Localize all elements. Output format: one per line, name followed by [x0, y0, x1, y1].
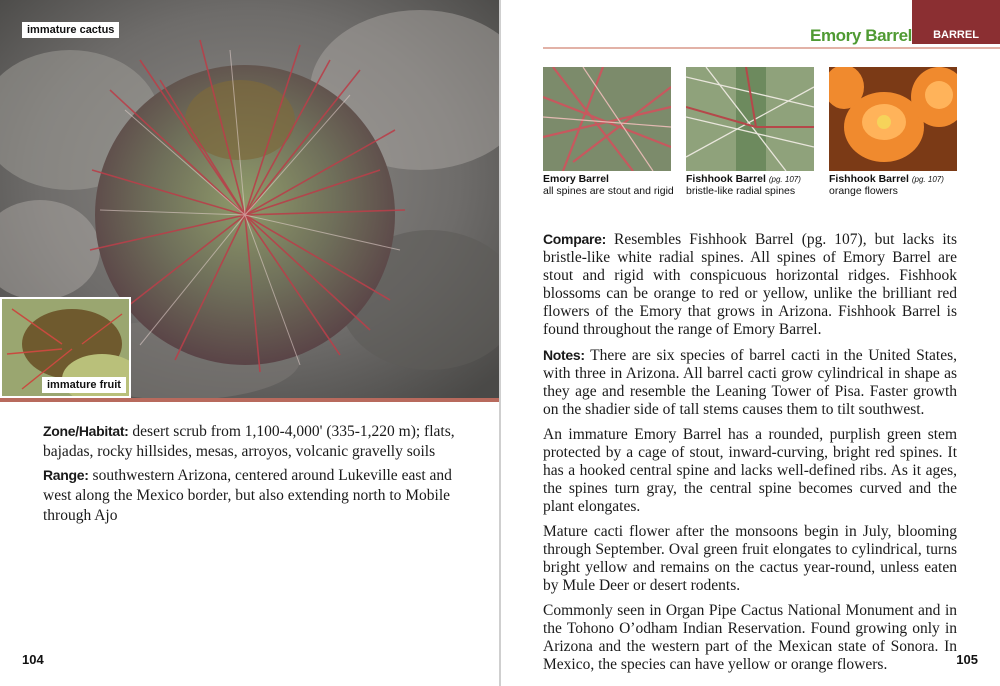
photo-label-immature-cactus: immature cactus — [22, 22, 119, 38]
left-body-text — [43, 421, 463, 529]
range-paragraph — [43, 465, 463, 526]
range-text: southwestern Arizona, centered around Lukeville east and west along the Mexico border, but also extending north to Mobile through Ajo — [43, 467, 452, 524]
caption-text: all spines are stout and rigid — [543, 184, 674, 197]
compare-text: Resembles Fishhook Barrel (pg. 107), but lacks its bristle-like white radial spines. All spines of Emory Barrel are stout and rigid with conspicuous horizontal ridges. Fishhook blossoms can be orange to red or yellow, unlike the brilliant red flowers of the Emory that grows in Arizona. Fishhook Barrel is found throughout the range of Emory Barrel. — [543, 231, 957, 338]
caption-page-ref: (pg. 107) — [768, 175, 801, 184]
thumb-fishhook-barrel-flowers — [829, 67, 957, 171]
body-paragraph: Commonly seen in Organ Pipe Cactus National Monument and in the Tohono O’odham Indian Reservation. Found growing only in Arizona and the western part of the Mexican state of Sonora. In Mexico, the species can have yellow or orange flowers. — [543, 602, 957, 673]
caption-name: Fishhook Barrel — [829, 173, 909, 185]
caption-text: orange flowers — [829, 184, 898, 197]
notes-heading: Notes: — [543, 347, 585, 363]
compare-paragraph — [543, 230, 957, 339]
right-page — [501, 0, 1000, 686]
section-tab-barrel: BARREL — [912, 0, 1000, 44]
thumb-fishhook-barrel-spines — [686, 67, 814, 171]
page-number-right: 105 — [956, 652, 978, 667]
immature-cactus-photo — [0, 0, 499, 398]
thumb-emory-barrel-spines — [543, 67, 671, 171]
zone-habitat-heading: Zone/Habitat: — [43, 423, 129, 439]
left-page — [0, 0, 499, 686]
zone-habitat-paragraph — [43, 421, 463, 462]
caption-fishhook-barrel-flowers — [829, 174, 964, 197]
page-number-left: 104 — [22, 652, 44, 667]
notes-paragraph — [543, 346, 957, 419]
title-rule — [543, 47, 1000, 49]
range-heading: Range: — [43, 467, 89, 483]
left-divider-rule — [0, 398, 499, 402]
immature-fruit-inset-photo — [0, 297, 131, 398]
body-paragraph: An immature Emory Barrel has a rounded, purplish green stem protected by a cage of stout, inward-curving, bright red spines. It has a hooked central spine and lacks well-defined ribs. As it ages, the spines turn gray, the central spine becomes curved and the plant elongates. — [543, 426, 957, 515]
caption-name: Fishhook Barrel — [686, 173, 766, 185]
right-body-text — [543, 230, 957, 681]
caption-page-ref: (pg. 107) — [911, 175, 944, 184]
notes-text: There are six species of barrel cacti in the United States, with three in Arizona. All barrel cacti grow cylindrical in shape as they age and resemble the Leaning Tower of Pisa. Faster growth on the shadier side of tall stems causes them to tilt southwest. — [543, 347, 957, 418]
body-paragraph: Mature cacti flower after the monsoons begin in July, blooming through September. Oval green fruit elongates to cylindrical, turns bright yellow and remains on the cactus year-round, unless eaten by Mule Deer or desert rodents. — [543, 523, 957, 594]
species-title: Emory Barrel — [810, 26, 912, 45]
caption-fishhook-barrel-spines — [686, 174, 821, 197]
caption-text: bristle-like radial spines — [686, 184, 796, 197]
caption-emory-barrel — [543, 174, 678, 197]
zone-habitat-text: desert scrub from 1,100-4,000' (335-1,220 m); flats, bajadas, rocky hillsides, mesas, arroyos, volcanic gravelly soils — [43, 423, 455, 460]
compare-heading: Compare: — [543, 231, 606, 247]
caption-name: Emory Barrel — [543, 173, 609, 185]
photo-label-immature-fruit: immature fruit — [42, 377, 126, 393]
